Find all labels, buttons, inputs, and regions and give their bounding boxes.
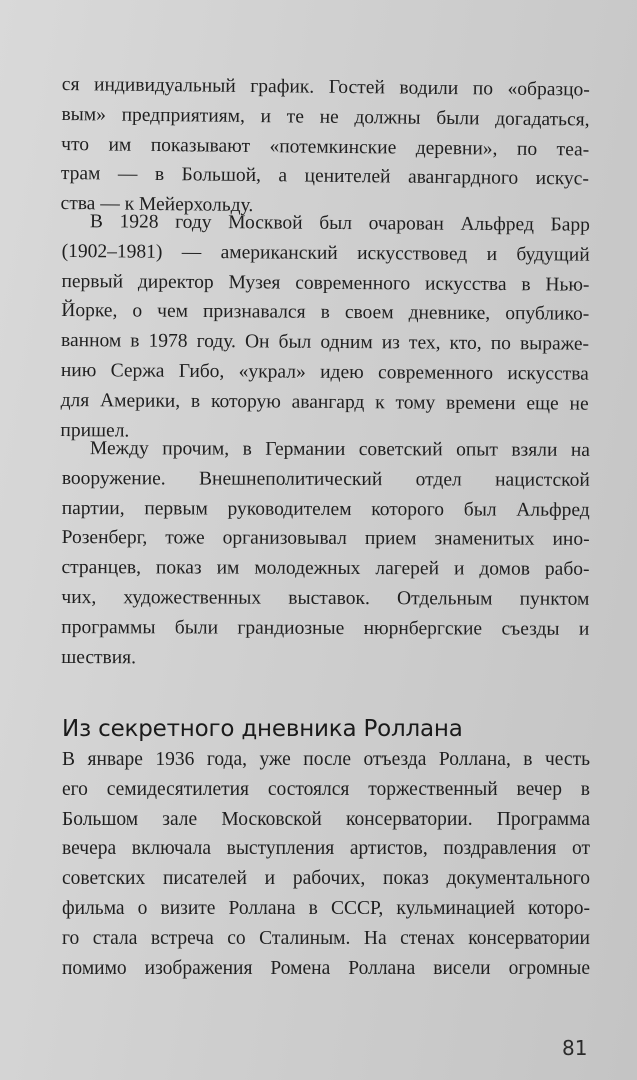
text-line: ванном в 1978 году. Он был одним из тех, кто, по выраже- [60,330,590,355]
text-line: шествия. [61,646,137,668]
text-line: В январе 1936 года, уже после отъезда Роллана, в честь [62,749,590,770]
text-line: помимо изображения Ромена Роллана висели огромные [62,957,590,979]
text-line: пришел. [60,419,130,442]
text-line: Большом зале Московской консерватории. Программа [62,808,590,830]
paragraph-guests-tours [60,70,590,225]
text-line: вооружение. Внешнеполитический отдел нацистской [61,467,590,491]
paragraph-rolland-anniversary [62,745,590,983]
section-heading: Из секретного дневника Роллана [62,716,463,742]
text-line: Между прочим, в Германии советский опыт взяли на [89,438,590,461]
text-line: чих, художественных выставок. Отдельным пунктом [61,586,590,610]
text-line: его семидесятилетия состоялся торжественный вечер в [62,778,590,800]
paragraph-alfred-barr [60,207,590,449]
text-line: го стала встреча со Сталиным. На стенах консерватории [62,927,590,949]
text-line: партии, первым руководителем которого был Альфред [61,497,590,521]
text-line: ся индивидуальный график. Гостей водили по «образцо- [61,73,590,101]
text-line: советских писателей и рабочих, показ документального [62,868,590,890]
text-line: Розенберг, тоже организовывал прием знаменитых ино- [61,527,590,551]
text-line: ства — к Мейерхольду. [60,193,254,217]
text-line: странцев, показ им молодежных лагерей и домов рабо- [61,557,590,581]
text-line: вечера включала выступления артистов, поздравления от [62,838,590,860]
text-line: вым» предприятиям, и те не должны были догадаться, [61,103,590,131]
text-line: что им показывают «потемкинские деревни», по теа- [61,133,590,161]
text-line: первый директор Музея современного искусства в Нью- [61,270,590,296]
text-line: нию Сержа Гибо, «украл» идею современного искусства [60,359,589,385]
text-line: Йорке, о чем признавался в своем дневнике, опублико- [61,300,590,326]
text-line: для Америки, в которую авангард к тому времени еще не [60,389,589,415]
page-number: 81 [562,1036,588,1060]
text-line: программы были грандиозные нюрнбергские съезды и [61,616,590,640]
paragraph-germany [61,434,590,674]
text-line: трам — в Большой, а ценителей авангардного искус- [60,163,589,190]
text-line: фильма о визите Роллана в СССР, кульминацией которо- [62,897,590,919]
text-line: (1902–1981) — американский искусствовед и будущий [61,240,590,266]
text-line: В 1928 году Москвой был очарован Альфред Барр [89,211,590,236]
